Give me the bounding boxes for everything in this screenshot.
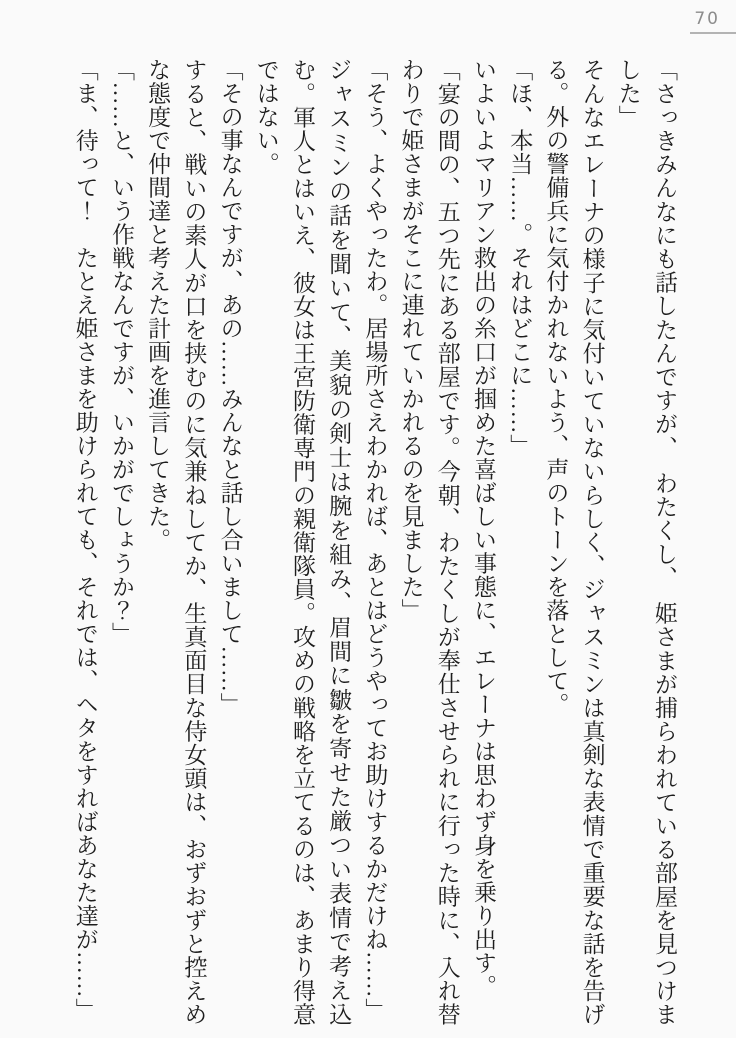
paragraph: 「そう、よくやったわ。居場所さえわかれば、あとはどうやってお助けするかだけね……」 — [362, 58, 388, 1022]
paragraph: そんなエレーナの様子に気付いていないらしく、ジャスミンは真剣な表情で重要な話を告げる。外の警備兵に気付かれないよう、声のトーンを落として。 — [543, 58, 605, 1026]
paragraph: すると、戦いの素人が口を挟むのに気兼ねしてか、生真面目な侍女頭は、おずおずと控えめな態度で仲間達と考えた計画を進言してきた。 — [145, 58, 207, 1026]
paragraph: いよいよマリアン救出の糸口が掴めた喜ばしい事態に、エレーナは思わず身を乗り出す。 — [470, 58, 496, 998]
paragraph: 「さっきみんなにも話したんですが、 わたくし、 姫さまが捕らわれている部屋を見つけました」 — [615, 58, 677, 1026]
paragraph: 「……と、いう作戦なんですが、いかがでしょうか？」 — [108, 58, 134, 646]
page-number-underline — [690, 32, 736, 34]
paragraph: ジャスミンの話を聞いて、美貌の剣士は腕を組み、眉間に皺を寄せた厳つい表情で考え込む。軍人とはいえ、彼女は王宮防衛専門の親衛隊員。攻めの戦略を立てるのは、あまり得意ではない。 — [253, 58, 352, 1027]
paragraph: 「宴の間の、五つ先にある部屋です。今朝、わたくしが奉仕させられに行った時に、入れ替わりで姫さまがそこに連れていかれるのを見ました」 — [398, 58, 460, 1026]
paragraph: 「ま、待って！ たとえ姫さまを助けられても、それでは、ヘタをすればあなた達が……」 — [72, 58, 98, 1022]
paragraph: 「ほ、本当……。それはどこに……」 — [507, 58, 533, 458]
text-area — [67, 58, 682, 1026]
page-header — [616, 0, 736, 40]
page-number: 70 — [694, 9, 720, 29]
paragraph: 「その事なんですが、あの……みんなと話し合いまして……」 — [217, 58, 243, 716]
